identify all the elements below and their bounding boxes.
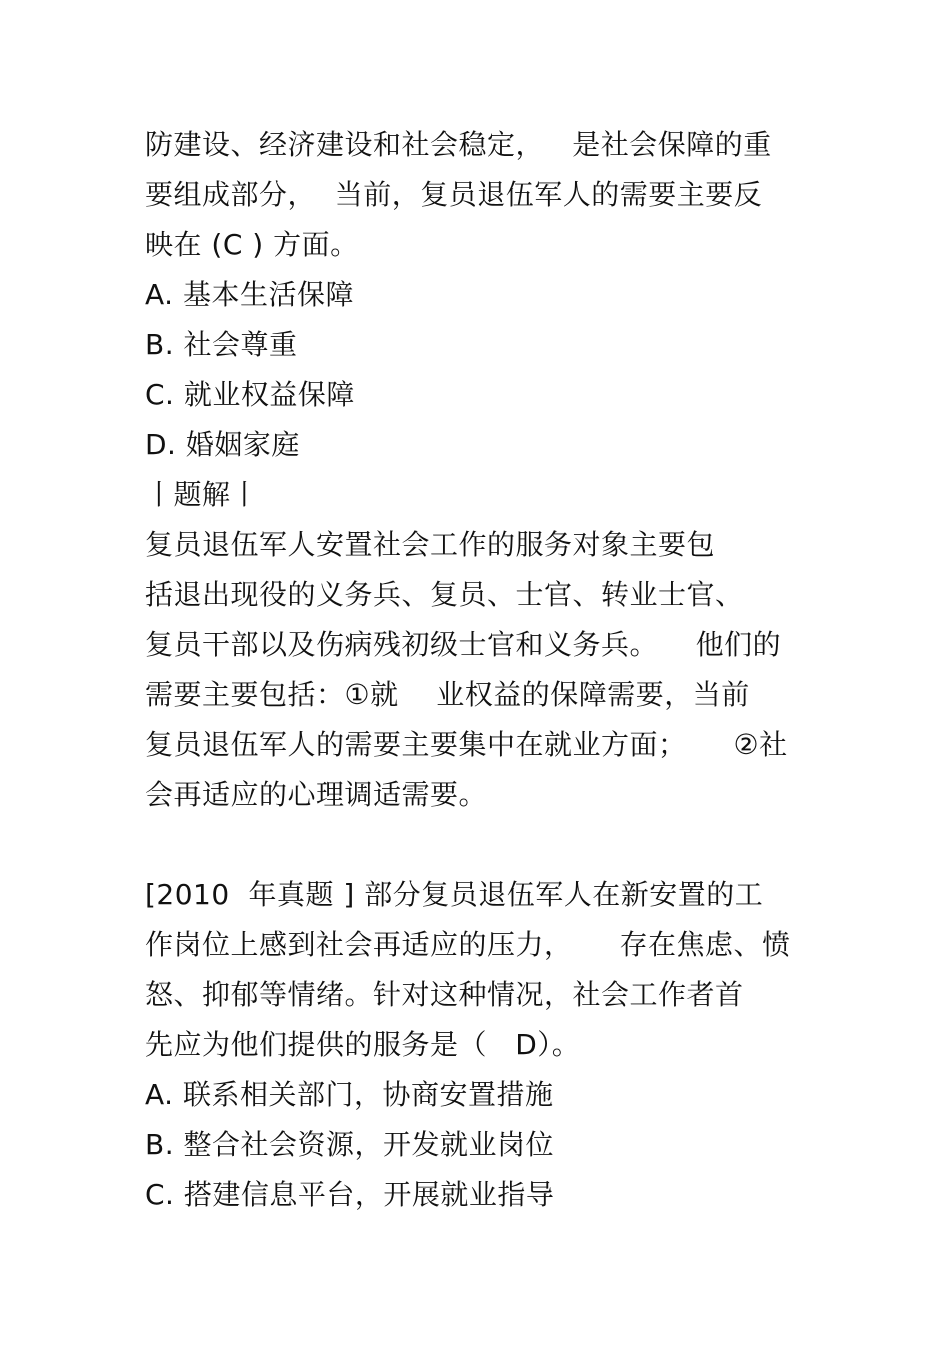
question1-option-b: B. 社会尊重 <box>145 328 298 361</box>
explanation-line-5: 复员退伍军人的需要主要集中在就业方面； ②社 <box>145 728 788 761</box>
question2-option-b: B. 整合社会资源，开发就业岗位 <box>145 1128 555 1161</box>
question2-stem-line-4: 先应为他们提供的服务是（ D）。 <box>145 1028 581 1061</box>
question1-option-c: C. 就业权益保障 <box>145 378 355 411</box>
explanation-line-2: 括退出现役的义务兵、复员、士官、转业士官、 <box>145 578 744 611</box>
explanation-line-3: 复员干部以及伤病残初级士官和义务兵。 他们的 <box>145 628 782 661</box>
explanation-line-6: 会再适应的心理调适需要。 <box>145 778 488 811</box>
question2-option-c: C. 搭建信息平台，开展就业指导 <box>145 1178 555 1211</box>
question2-option-a: A. 联系相关部门，协商安置措施 <box>145 1078 554 1111</box>
question1-stem-line-3: 映在 (C ) 方面。 <box>145 228 359 261</box>
explanation-line-1: 复员退伍军人安置社会工作的服务对象主要包 <box>145 528 716 561</box>
explanation-heading: 丨题解丨 <box>145 478 260 511</box>
question2-stem-line-1: [2010 年真题 ] 部分复员退伍军人在新安置的工 <box>145 878 764 911</box>
question2-stem-line-3: 怒、抑郁等情绪。针对这种情况，社会工作者首 <box>145 978 744 1011</box>
question1-option-d: D. 婚姻家庭 <box>145 428 300 461</box>
question1-stem-line-2: 要组成部分， 当前，复员退伍军人的需要主要反 <box>145 178 763 211</box>
question1-option-a: A. 基本生活保障 <box>145 278 354 311</box>
explanation-line-4: 需要主要包括：①就 业权益的保障需要，当前 <box>145 678 750 711</box>
question1-stem-line-1: 防建设、经济建设和社会稳定， 是社会保障的重 <box>145 128 772 161</box>
question2-stem-line-2: 作岗位上感到社会再适应的压力， 存在焦虑、愤 <box>145 928 791 961</box>
